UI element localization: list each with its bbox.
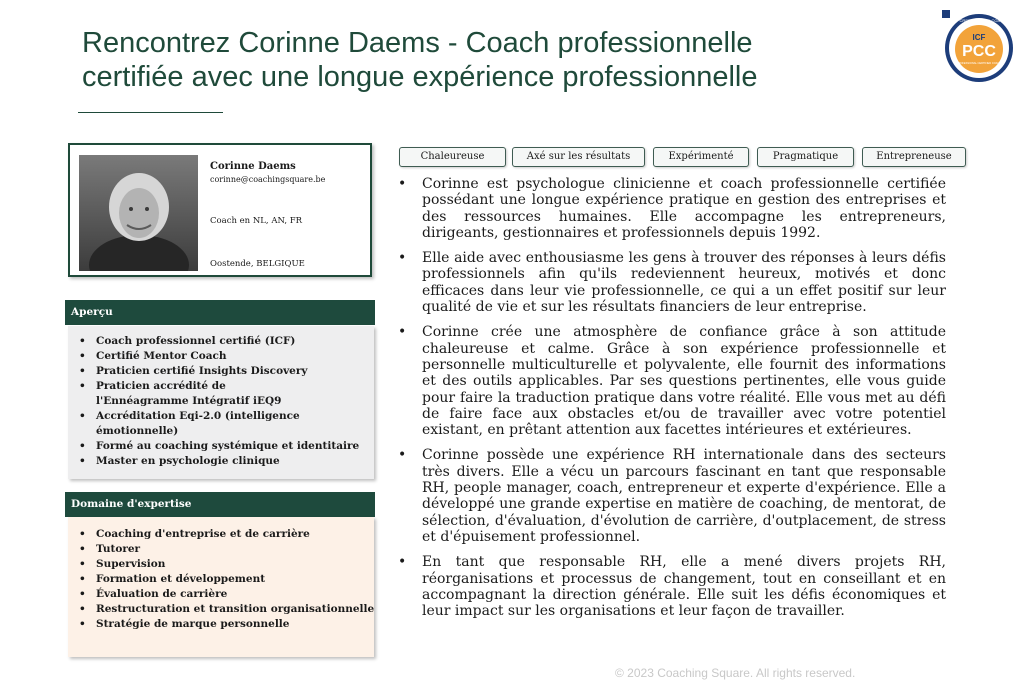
apercu-item: • Master en psychologie clinique <box>96 454 374 469</box>
page-title <box>82 26 922 94</box>
badge-corner-icon <box>942 10 950 18</box>
expertise-item: • Coaching d'entreprise et de carrière <box>96 527 374 542</box>
expertise-item: • Évaluation de carrière <box>96 587 374 602</box>
icf-pcc-badge <box>940 8 1016 84</box>
profile-languages: Coach en NL, AN, FR <box>210 216 303 226</box>
expertise-item: • Supervision <box>96 557 374 572</box>
expertise-item: • Formation et développement <box>96 572 374 587</box>
expertise-list <box>68 527 374 632</box>
apercu-item: • Praticien certifié Insights Discovery <box>96 364 374 379</box>
apercu-list <box>68 334 374 469</box>
profile-email: corinne@coachingsquare.be <box>210 175 326 184</box>
badge-top-text: ICF CREDENTIALED COACH <box>951 18 1007 23</box>
apercu-item: • Formé au coaching systémique et identitaire <box>96 439 374 454</box>
bio-paragraph: • Corinne possède une expérience RH internationale dans des secteurs très divers. Elle a vécu un parcours fascinant en tant que responsable RH, people manager, coach, entrepreneur et experte d'expérience. Elle a développé une grande expertise en matière de coaching, de mentorat, de sélection, d'évaluation, d'évolution de carrière, d'outplacement, de stress et d'épuisement professionnel. <box>396 447 946 545</box>
tag-axe-resultats: Axé sur les résultats <box>512 147 645 167</box>
expertise-item: • Tutorer <box>96 542 374 557</box>
apercu-item: • Coach professionnel certifié (ICF) <box>96 334 374 349</box>
profile-photo <box>79 155 198 271</box>
tag-experimente: Expérimenté <box>653 147 749 167</box>
badge-level-text: PCC <box>962 43 996 60</box>
profile-card <box>68 143 372 277</box>
expertise-item: • Restructuration et transition organisationnelle <box>96 602 374 617</box>
apercu-header: Aperçu <box>65 300 375 325</box>
expertise-header: Domaine d'expertise <box>65 492 375 517</box>
title-line-1: Rencontrez Corinne Daems - Coach professionnelle <box>82 27 753 59</box>
bio-paragraph: • Corinne est psychologue clinicienne et coach professionnelle certifiée possédant une longue expérience pratique en gestion des entreprises et des ressources humaines. Elle accompagne les entrepreneurs, dirigeants, gestionnaires et professionnels depuis 1992. <box>396 176 946 241</box>
title-line-2: certifiée avec une longue expérience professionnelle <box>82 61 758 93</box>
badge-logo-text: ICF <box>972 33 986 42</box>
tag-entrepreneuse: Entrepreneuse <box>862 147 966 167</box>
apercu-item: • Certifié Mentor Coach <box>96 349 374 364</box>
expertise-panel <box>68 517 374 657</box>
apercu-item: • Accréditation Eqi-2.0 (intelligence émotionnelle) <box>96 409 316 439</box>
bio-paragraph: • Elle aide avec enthousiasme les gens à trouver des réponses à leurs défis professionnels afin qu'ils redeviennent heureux, motivés et donc efficaces dans leur vie professionnelle, ce qui a un effet positif sur leur qualité de vie et sur les résultats financiers de leur entreprise. <box>396 250 946 315</box>
bio-paragraph: • En tant que responsable RH, elle a mené divers projets RH, réorganisations et processus de changement, tout en conseillant et en accompagnant la direction générale. Elle suit les défis économiques et leur impact sur les organisations et leur façon de travailler. <box>396 554 946 619</box>
expertise-item: • Stratégie de marque personnelle <box>96 617 374 632</box>
bio-paragraph: • Corinne crée une atmosphère de confiance grâce à son attitude chaleureuse et calme. Grâce à son expérience professionnelle et personnelle multiculturelle et polyvalente, elle fournit des informations et des outils applicables. Par ses questions pertinentes, elle vous guide pour faire la traduction pratique dans votre réalité. Elle vous met au défi de faire face aux obstacles et/ou de travailler avec votre potentiel existant, en prêtant attention aux facettes intérieures et extérieures. <box>396 324 946 438</box>
bio-list <box>396 176 946 628</box>
profile-location: Oostende, BELGIQUE <box>210 259 305 269</box>
badge-sub-text: PROFESSIONAL CERTIFIED COACH <box>956 62 1002 65</box>
profile-name: Corinne Daems <box>210 161 296 172</box>
copyright-watermark: © 2023 Coaching Square. All rights reserved. <box>615 666 856 680</box>
tag-chaleureuse: Chaleureuse <box>399 147 506 167</box>
apercu-panel <box>68 326 374 479</box>
title-underline <box>78 112 223 113</box>
apercu-item: • Praticien accrédité de l'Ennéagramme Intégratif iEQ9 <box>96 379 316 409</box>
tag-pragmatique: Pragmatique <box>757 147 854 167</box>
